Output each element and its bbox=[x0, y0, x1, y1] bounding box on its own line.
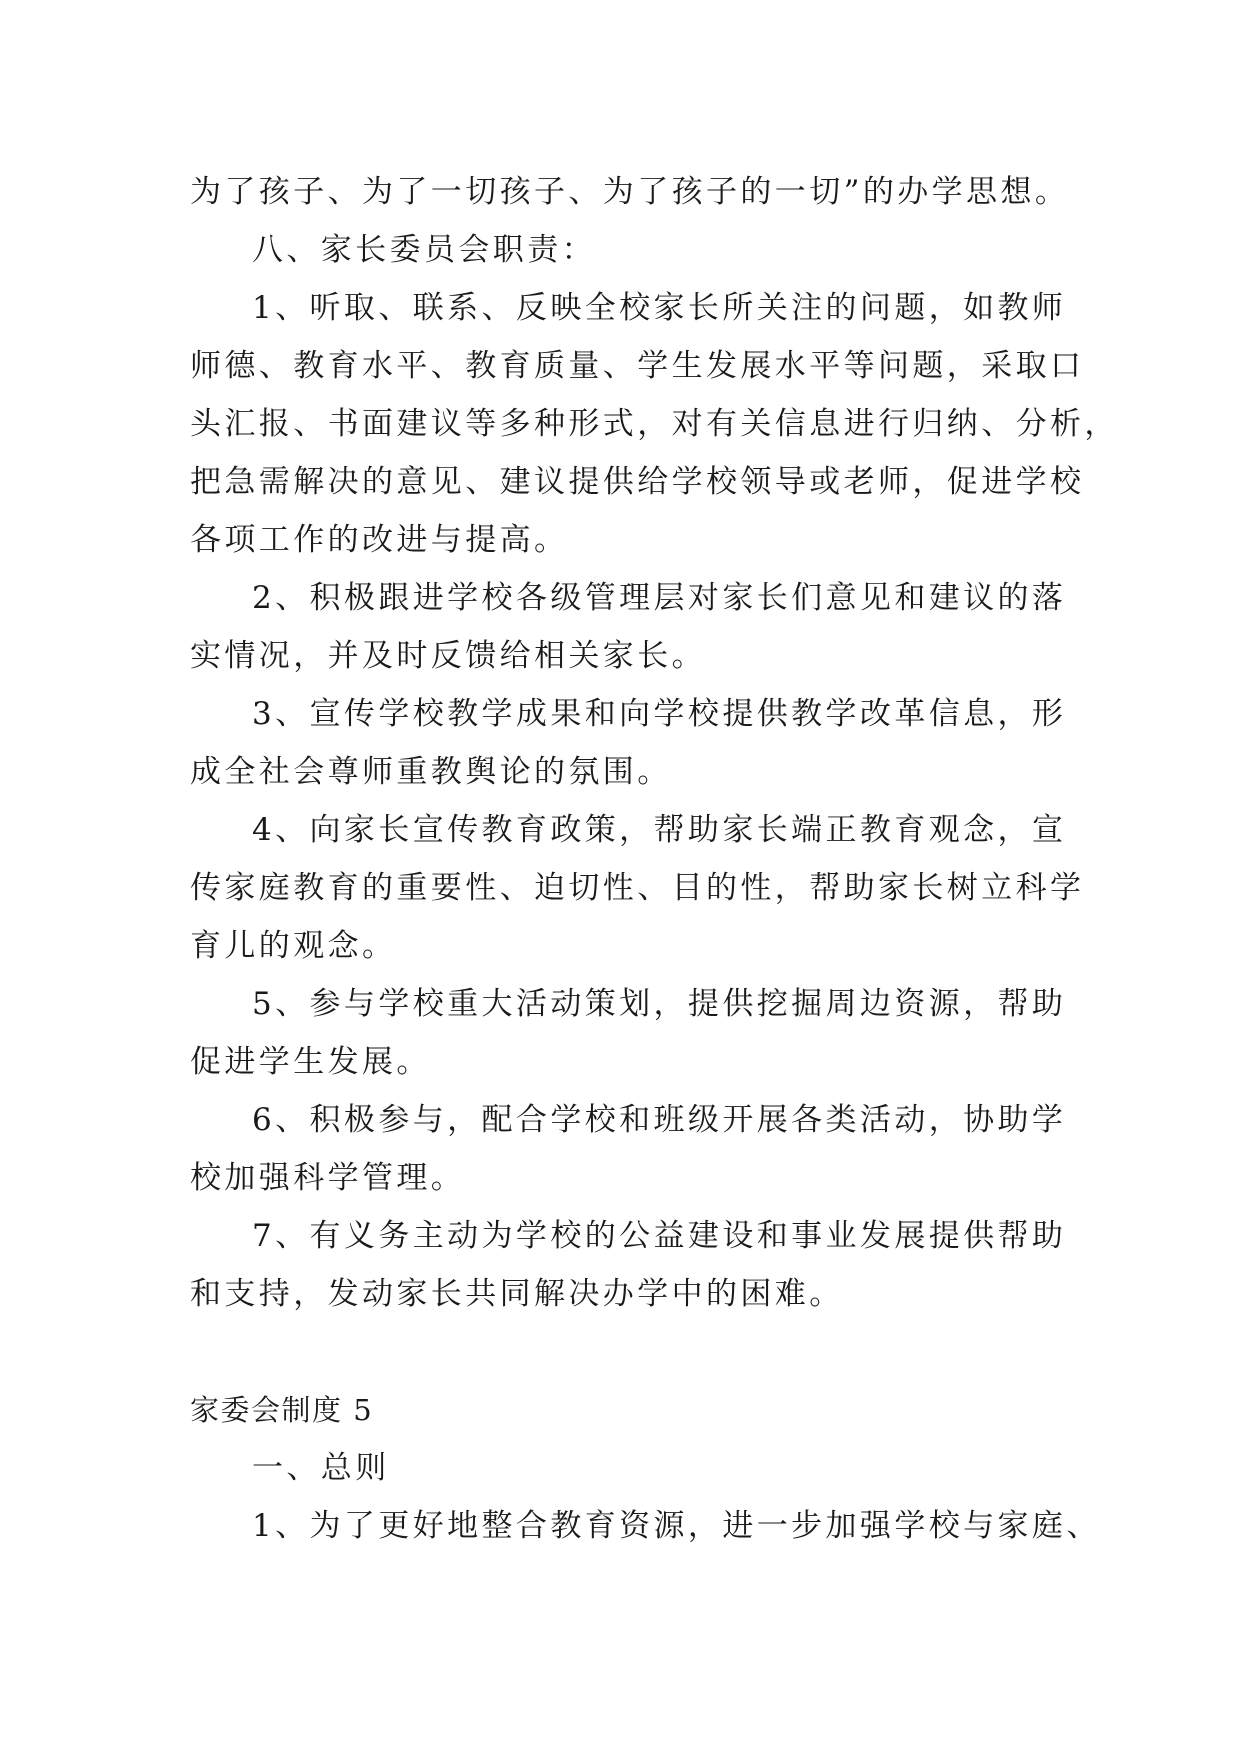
text-line: 为了孩子、为了一切孩子、为了孩子的一切”的办学思想。 bbox=[190, 174, 1070, 210]
text-line: 和支持，发动家长共同解决办学中的困难。 bbox=[190, 1276, 844, 1312]
text-line: 育儿的观念。 bbox=[190, 928, 397, 964]
subsection-heading: 一、总则 bbox=[252, 1450, 390, 1486]
paragraph-7-start: 7、有义务主动为学校的公益建设和事业发展提供帮助 bbox=[252, 1218, 1067, 1254]
paragraph-1-start: 1、听取、联系、反映全校家长所关注的问题，如教师 bbox=[252, 290, 1067, 326]
text-line: 头汇报、书面建议等多种形式，对有关信息进行归纳、分析， bbox=[190, 406, 1119, 442]
paragraph-5-start: 5、参与学校重大活动策划，提供挖掘周边资源，帮助 bbox=[252, 986, 1067, 1022]
text-line: 实情况，并及时反馈给相关家长。 bbox=[190, 638, 706, 674]
paragraph-4-start: 4、向家长宣传教育政策，帮助家长端正教育观念，宣 bbox=[252, 812, 1067, 848]
section-title: 家委会制度 5 bbox=[190, 1393, 374, 1427]
text-line: 传家庭教育的重要性、迫切性、目的性，帮助家长树立科学 bbox=[190, 870, 1085, 906]
blank-spacer bbox=[190, 1323, 1060, 1381]
text-line: 各项工作的改进与提高。 bbox=[190, 522, 569, 558]
document-page bbox=[190, 163, 1119, 1555]
text-line: 校加强科学管理。 bbox=[190, 1160, 466, 1196]
section-heading: 八、家长委员会职责： bbox=[252, 232, 596, 268]
text-line: 师德、教育水平、教育质量、学生发展水平等问题，采取口 bbox=[190, 348, 1085, 384]
text-line: 把急需解决的意见、建议提供给学校领导或老师，促进学校 bbox=[190, 464, 1085, 500]
text-line: 促进学生发展。 bbox=[190, 1044, 431, 1080]
paragraph-2-start: 2、积极跟进学校各级管理层对家长们意见和建议的落 bbox=[252, 580, 1067, 616]
text-line: 成全社会尊师重教舆论的氛围。 bbox=[190, 754, 672, 790]
paragraph-start: 1、为了更好地整合教育资源，进一步加强学校与家庭、 bbox=[252, 1508, 1101, 1544]
paragraph-3-start: 3、宣传学校教学成果和向学校提供教学改革信息，形 bbox=[252, 696, 1067, 732]
paragraph-6-start: 6、积极参与，配合学校和班级开展各类活动，协助学 bbox=[252, 1102, 1067, 1138]
